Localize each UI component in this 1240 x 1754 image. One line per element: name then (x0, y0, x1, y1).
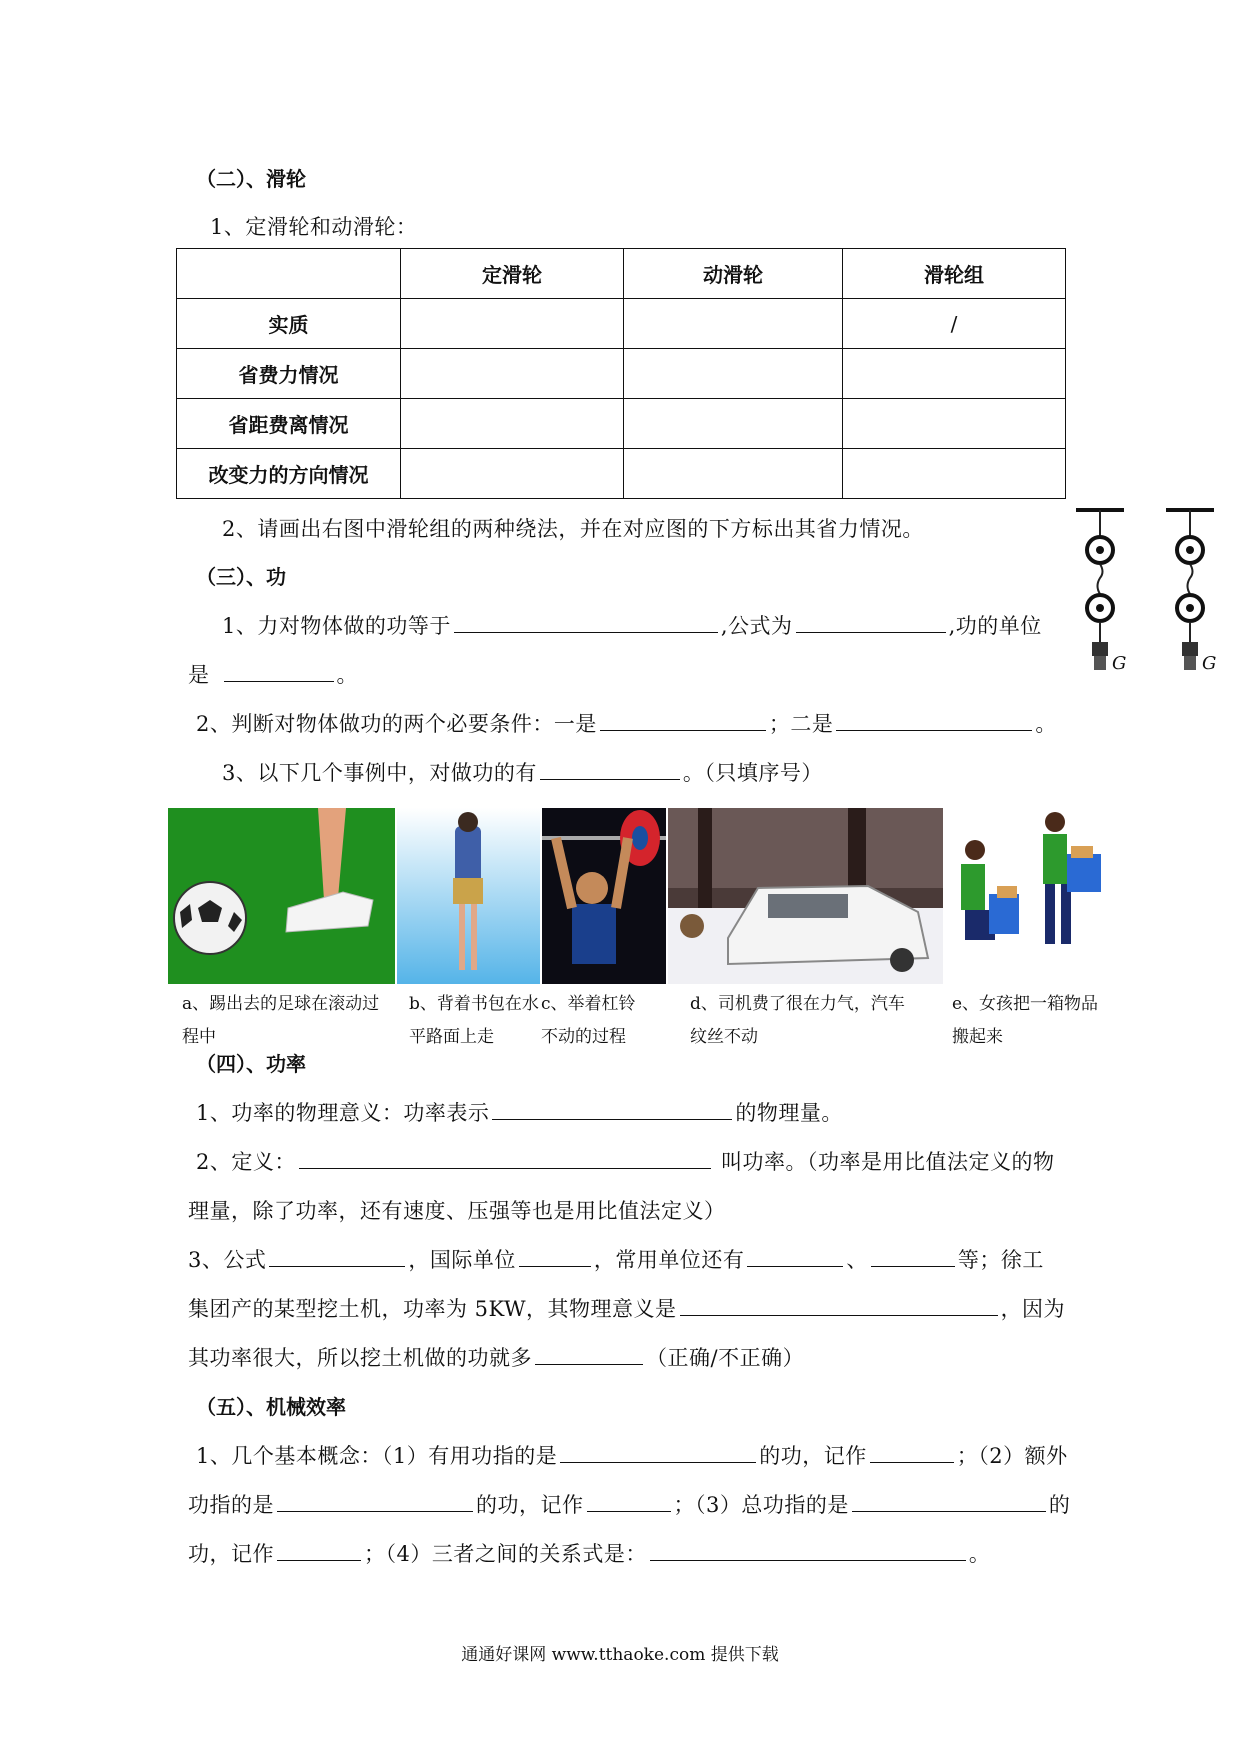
question-text: 1、力对物体做的功等于 (222, 614, 451, 638)
table-cell[interactable] (624, 449, 843, 499)
answer-blank[interactable] (224, 659, 334, 682)
question-text: 叫功率。（功率是用比值法定义的物 (721, 1150, 1055, 1174)
question-power-definition (196, 1146, 1055, 1176)
question-power-formula (188, 1244, 1044, 1274)
answer-blank[interactable] (680, 1293, 998, 1316)
weight-label: G (1202, 653, 1217, 674)
photo-caption-d: d、司机费了很在力气，汽车纹丝不动 (690, 994, 905, 1047)
answer-blank[interactable] (454, 610, 718, 633)
question-efficiency-line2 (188, 1489, 1070, 1519)
section-title-power: （四）、功率 (196, 1052, 306, 1076)
backpack-walk-photo (397, 808, 540, 984)
question-text: 的 (1048, 1493, 1071, 1517)
question-efficiency-line1 (196, 1440, 1068, 1470)
photo-caption-a: a、踢出去的足球在滚动过程中 (182, 994, 380, 1047)
question-text: ,功的单位 (948, 614, 1042, 638)
answer-blank[interactable] (299, 1146, 711, 1169)
answer-blank[interactable] (277, 1489, 473, 1512)
table-cell[interactable] (843, 449, 1066, 499)
question-text: 。 (336, 663, 358, 687)
pulley-system-right (1166, 510, 1214, 670)
question-text: 集团产的某型挖土机，功率为 5KW，其物理意义是 (188, 1297, 677, 1321)
question-text: 功，记作 (188, 1542, 274, 1566)
question-text: 是 (188, 663, 210, 687)
answer-blank[interactable] (747, 1244, 843, 1267)
photo-caption-c: c、举着杠铃不动的过程 (541, 994, 636, 1047)
table-cell[interactable] (843, 349, 1066, 399)
question-work-conditions (196, 708, 1057, 738)
question-text: ，国际单位 (408, 1248, 516, 1272)
section-title-pulley: （二）、滑轮 (196, 167, 306, 191)
question-text: 等；徐工 (957, 1248, 1044, 1272)
question-text: 其功率很大，所以挖土机做的功就多 (188, 1346, 532, 1370)
question-work-examples (222, 757, 823, 787)
weightlifter-photo (542, 808, 666, 984)
pulley-system-left (1076, 510, 1124, 670)
answer-blank[interactable] (560, 1440, 756, 1463)
question-text: 3、以下几个事例中，对做功的有 (222, 761, 537, 785)
question-text: ,公式为 (720, 614, 793, 638)
answer-blank[interactable] (540, 757, 680, 780)
table-cell[interactable] (624, 299, 843, 349)
question-text: 1、功率的物理意义：功率表示 (196, 1101, 490, 1125)
table-cell[interactable]: / (843, 299, 1066, 349)
answer-blank[interactable] (269, 1244, 405, 1267)
question-text: 的物理量。 (735, 1101, 843, 1125)
weight-label: G (1112, 653, 1127, 674)
question-text: 的功，记作 (759, 1444, 867, 1468)
question-excavator-judgement (188, 1342, 804, 1372)
question-text: 2、判断对物体做功的两个必要条件：一是 (196, 712, 597, 736)
question-work-unit (188, 659, 358, 689)
question-text: 1、几个基本概念：（1）有用功指的是 (196, 1444, 558, 1468)
table-cell[interactable] (843, 399, 1066, 449)
question-text: ；（4）三者之间的关系式是： (364, 1542, 647, 1566)
answer-blank[interactable] (836, 708, 1032, 731)
table-row-label: 实质 (177, 299, 401, 349)
table-header-cell: 滑轮组 (843, 249, 1066, 299)
table-row-label: 省费力情况 (177, 349, 401, 399)
question-text: 。 (968, 1542, 991, 1566)
answer-blank[interactable] (277, 1538, 361, 1561)
table-row-label: 省距费离情况 (177, 399, 401, 449)
pulley-table (176, 248, 1066, 499)
table-cell[interactable] (624, 399, 843, 449)
question-text: 的功，记作 (476, 1493, 584, 1517)
question-pulley-drawing: 2、请画出右图中滑轮组的两种绕法，并在对应图的下方标出其省力情况。 (222, 517, 924, 541)
stuck-car-photo (668, 808, 943, 984)
answer-blank[interactable] (852, 1489, 1046, 1512)
question-text: 。（只填序号） (682, 761, 823, 785)
question-text: ；二是 (768, 712, 834, 736)
answer-blank[interactable] (587, 1489, 671, 1512)
question-power-meaning (196, 1097, 843, 1127)
question-efficiency-line3 (188, 1538, 990, 1568)
photo-caption-b: b、背着书包在水平路面上走 (409, 994, 539, 1047)
table-cell[interactable] (401, 349, 624, 399)
answer-blank[interactable] (650, 1538, 966, 1561)
question-text: 3、公式 (188, 1248, 267, 1272)
soccer-kick-photo (168, 808, 395, 984)
girl-lifting-box-photo (945, 808, 1115, 984)
answer-blank[interactable] (519, 1244, 591, 1267)
question-excavator-meaning (188, 1293, 1065, 1323)
question-power-definition-note: 理量，除了功率，还有速度、压强等也是用比值法定义） (188, 1199, 726, 1223)
question-pulley-types: 1、定滑轮和动滑轮： (210, 215, 418, 239)
table-row-label: 改变力的方向情况 (177, 449, 401, 499)
question-text: 。 (1035, 712, 1057, 736)
question-text: 2、定义： (196, 1150, 296, 1174)
question-text: 功指的是 (188, 1493, 274, 1517)
question-work-definition (222, 610, 1042, 640)
question-text: 、 (846, 1248, 868, 1272)
table-header-cell: 定滑轮 (401, 249, 624, 299)
question-text: ，因为 (1000, 1297, 1066, 1321)
table-row (177, 399, 1066, 449)
table-cell[interactable] (401, 449, 624, 499)
question-text: ，常用单位还有 (593, 1248, 745, 1272)
question-text: （正确/不正确） (646, 1346, 805, 1370)
table-cell[interactable] (401, 299, 624, 349)
answer-blank[interactable] (535, 1342, 643, 1365)
table-cell[interactable] (624, 349, 843, 399)
table-row (177, 449, 1066, 499)
page-footer: 通通好课网 www.tthaoke.com 提供下载 (461, 1645, 779, 1665)
answer-blank[interactable] (796, 610, 946, 633)
answer-blank[interactable] (871, 1244, 955, 1267)
table-cell[interactable] (401, 399, 624, 449)
answer-blank[interactable] (870, 1440, 954, 1463)
answer-blank[interactable] (492, 1097, 732, 1120)
table-header-cell: 动滑轮 (624, 249, 843, 299)
photo-caption-e: e、女孩把一箱物品搬起来 (952, 994, 1099, 1047)
question-text: ；（3）总功指的是 (673, 1493, 849, 1517)
table-row (177, 299, 1066, 349)
section-title-efficiency: （五）、机械效率 (196, 1395, 346, 1419)
answer-blank[interactable] (600, 708, 766, 731)
pulley-system-figure (1074, 506, 1240, 678)
table-header-row (177, 249, 1066, 299)
table-row (177, 349, 1066, 399)
question-text: ；（2）额外 (956, 1444, 1068, 1468)
table-header-cell (177, 249, 401, 299)
section-title-work: （三）、功 (196, 565, 286, 589)
